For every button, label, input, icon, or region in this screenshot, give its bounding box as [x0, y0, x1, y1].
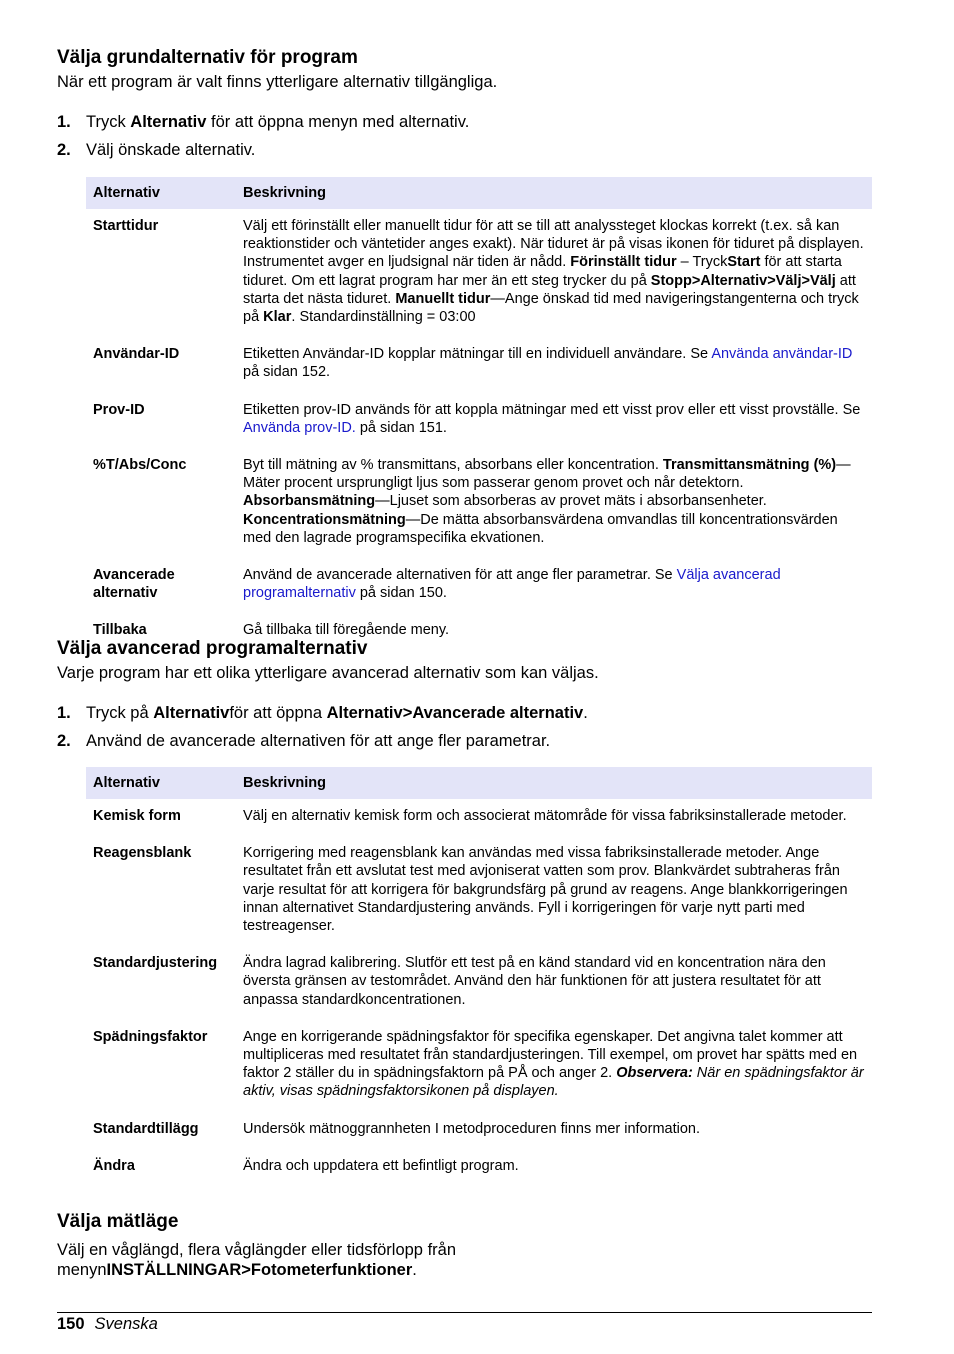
- option-description: Välj en alternativ kemisk form och associerat mätområde för vissa fabriksinstallerade metoder.: [243, 808, 847, 824]
- page-number: 150: [57, 1315, 85, 1333]
- option-description: Ändra lagrad kalibrering. Slutför ett test på en känd standard vid en koncentration nära den översta gränsen av testområdet. Använd den här funktionen för att justera resultatet för att anpassa standardkoncentrationen.: [243, 955, 826, 1008]
- table-row: [86, 799, 872, 832]
- option-term: Standardtillägg: [93, 1120, 199, 1137]
- option-term: Starttidur: [93, 218, 159, 234]
- step-list: [57, 112, 872, 160]
- option-term: Kemisk form: [93, 808, 181, 824]
- option-term: Prov-ID: [93, 401, 145, 418]
- table-header-row: [86, 767, 872, 799]
- option-description: Etiketten Användar-ID kopplar mätningar till en individuell användare. Se Använda användar-ID på sidan 152.: [243, 346, 853, 381]
- option-term: Avancerade alternativ: [93, 567, 175, 602]
- table-row: [86, 389, 872, 444]
- cross-reference-link[interactable]: Välja avancerad programalternativ: [243, 567, 781, 602]
- option-description: Ändra och uppdatera ett befintligt program.: [243, 1157, 519, 1174]
- column-header: Alternativ: [86, 767, 236, 799]
- section-intro: Varje program har ett olika ytterligare avancerad alternativ som kan väljas.: [57, 664, 599, 682]
- table-row: [86, 444, 872, 554]
- table-row: [86, 832, 872, 942]
- table-row: [86, 1108, 872, 1145]
- step-text: Använd de avancerade alternativen för att ange fler parametrar.: [86, 732, 551, 750]
- step-item: [57, 731, 872, 751]
- step-number: 2.: [57, 732, 71, 750]
- page-footer: [57, 1312, 872, 1333]
- section-basic-options: [57, 47, 872, 168]
- column-header: Alternativ: [86, 177, 236, 209]
- note-label: Observera:: [616, 1065, 693, 1082]
- option-term: Spädningsfaktor: [93, 1028, 208, 1045]
- step-text: för att öppna menyn med alternativ.: [206, 113, 470, 131]
- table-row: [86, 1016, 872, 1108]
- step-keyword: Alternativ: [130, 113, 207, 131]
- footer-language: Svenska: [94, 1315, 158, 1333]
- option-term: %T/Abs/Conc: [93, 457, 187, 474]
- option-description: Etiketten prov-ID används för att koppla mätningar med ett visst prov eller ett visst provställe. Se Använda prov-ID. på sidan 151.: [243, 401, 861, 436]
- option-description: Undersök mätnoggrannheten I metodproceduren finns mer information.: [243, 1120, 701, 1137]
- section-title: Välja mätläge: [57, 1211, 179, 1232]
- step-number: 1.: [57, 113, 71, 131]
- option-term: Tillbaka: [93, 622, 147, 639]
- step-item: [57, 140, 872, 160]
- option-term: Användar-ID: [93, 346, 180, 363]
- section-intro: När ett program är valt finns ytterligare alternativ tillgängliga.: [57, 73, 498, 91]
- option-description: Gå tillbaka till föregående meny.: [243, 622, 450, 639]
- cross-reference-link[interactable]: Använda prov-ID.: [243, 419, 356, 436]
- step-keyword: Alternativ>Avancerade alternativ: [326, 704, 584, 722]
- options-table: [86, 177, 872, 647]
- step-item: [57, 112, 872, 132]
- option-description: Använd de avancerade alternativen för att ange fler parametrar. Se Välja avancerad programalternativ på sidan 150.: [243, 567, 781, 602]
- option-description: Byt till mätning av % transmittans, absorbans eller koncentration. Transmittansmätning (%)—Mäter procent ursprungligt ljus som passerar genom provet och når detektorn. Absorbansmätning—Ljuset som absorberas av provet mäts i absorbansenheter. Koncentrationsmätning—De mätta absorbansvärdena omvandlas till koncentrationsvärden med den lagrade programspecifika ekvationen.: [243, 457, 851, 546]
- table-row: [86, 554, 872, 609]
- step-item: 1. Tryck på Alternativför att öppna Alternativ>Avancerade alternativ.: [57, 704, 588, 722]
- step-keyword: Alternativ: [153, 704, 230, 722]
- section-title: Välja avancerad programalternativ: [57, 638, 368, 659]
- section-measure-mode: [57, 1211, 872, 1280]
- step-number: 1.: [57, 704, 71, 722]
- step-list: [57, 703, 872, 751]
- menu-path: INSTÄLLNINGAR>Fotometerfunktioner: [106, 1261, 413, 1279]
- step-number: 2.: [57, 141, 71, 159]
- section-title: Välja grundalternativ för program: [57, 47, 358, 68]
- column-header: Beskrivning: [236, 177, 872, 209]
- advanced-options-table: [86, 767, 872, 1182]
- option-term: Standardjustering: [93, 955, 218, 972]
- option-description: Välj ett förinställt eller manuellt tidur för att se till att analyssteget klockas korrekt (t.ex. så kan reaktionstider och väntetider anges exakt). När tiduret är på visas ikonen för tiduret på displayen. Instrumentet avger en ljudsignal när tiden är nådd. Förinställt tidur – TryckStart för att starta tiduret. Om ett lagrat program har mer än ett steg trycker du på Stopp>Alternativ>Välj>Välj att starta det nästa tiduret. Manuellt tidur—Ange önskad tid med navigeringstangenterna och tryck på Klar. Standardinställning = 03:00: [243, 218, 864, 326]
- table-header-row: [86, 177, 872, 209]
- table-row: [86, 333, 872, 388]
- step-text: Välj önskade alternativ.: [86, 141, 256, 159]
- option-term: Ändra: [93, 1157, 135, 1174]
- section-intro: Välj en våglängd, flera våglängder eller tidsförlopp från menynINSTÄLLNINGAR>Fotometerfunktioner.: [57, 1241, 456, 1279]
- column-header: Beskrivning: [236, 767, 872, 799]
- step-text: Tryck: [86, 113, 131, 131]
- section-advanced-options: [57, 638, 872, 759]
- table-row: [86, 942, 872, 1016]
- table-row: [86, 209, 872, 333]
- cross-reference-link[interactable]: Använda användar-ID: [711, 346, 853, 363]
- option-description: Korrigering med reagensblank kan användas med vissa fabriksinstallerade metoder. Ange resultatet från ett avslutat test med avjoniserat vatten som prov. Blankvärdet subtraheras från varje resultat för att korrigera för bakgrundsfärg på grund av reagens. Ange blankkorrigeringen innan alternativet Standardjustering används. Fyll i korrigeringen för varje nytt parti med testreagenser.: [243, 845, 848, 935]
- table-row: [86, 1145, 872, 1182]
- option-term: Reagensblank: [93, 845, 192, 862]
- note-text: När en spädningsfaktor är aktiv, visas spädningsfaktorsikonen på displayen.: [243, 1065, 864, 1100]
- option-description: Ange en korrigerande spädningsfaktor för specifika egenskaper. Det angivna talet kommer att multipliceras med resultatet från standardjusteringen. Till exempel, om provet har spätts med en faktor 2 ställer du in spädningsfaktorn på PÅ och anger 2. Observera: När en spädningsfaktor är aktiv, visas spädningsfaktorsikonen på displayen.: [243, 1028, 864, 1100]
